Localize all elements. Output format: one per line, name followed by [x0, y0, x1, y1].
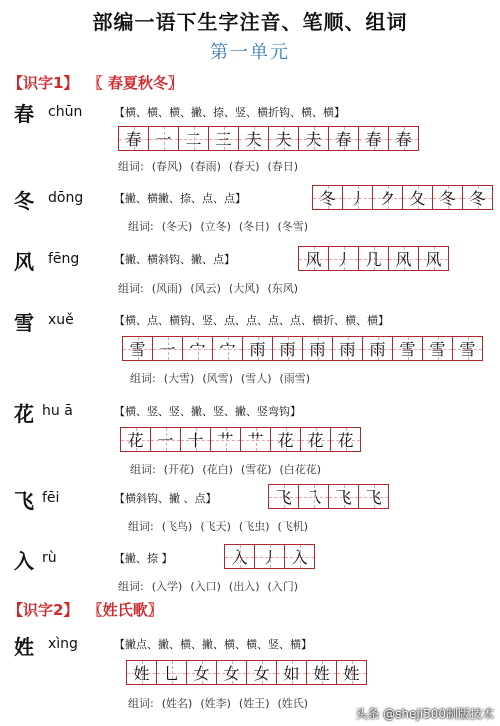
- pinyin: fēi: [42, 490, 60, 506]
- grid-cell: [453, 337, 482, 360]
- page-title: 部编一语下生字注音、笔顺、组词: [92, 10, 408, 34]
- word-item: (白花花): [279, 463, 322, 476]
- word-item: (雪人): [240, 372, 272, 385]
- words-label: 组词:: [130, 372, 156, 385]
- stroke-step: 冬: [469, 189, 486, 208]
- pinyin: xuě: [48, 312, 74, 328]
- words-label: 组词:: [118, 282, 144, 295]
- stroke-order: 【撇、捺 】: [114, 552, 173, 565]
- word-item: (花白): [202, 463, 233, 476]
- stroke-step: 几: [365, 250, 382, 269]
- word-item: (姓氏): [277, 697, 309, 710]
- writing-grid: [118, 126, 419, 151]
- words-label: 组词:: [128, 520, 154, 533]
- grid-cell: [269, 485, 299, 508]
- section-header: [8, 72, 183, 93]
- character: 入: [14, 549, 34, 573]
- word-list: [130, 461, 329, 477]
- stroke-step: 宀: [189, 340, 206, 359]
- words-label: 组词:: [128, 697, 154, 710]
- grid-cell: [329, 247, 359, 270]
- grid-cell: [307, 661, 337, 684]
- word-item: (风云): [190, 282, 221, 295]
- character: 冬: [14, 189, 34, 213]
- unit-title: 第一单元: [210, 42, 290, 63]
- stroke-order: 【横、竖、竖、撇、竖、撇、竖弯钩】: [114, 405, 301, 418]
- stroke-step: 风: [395, 250, 412, 269]
- character: 春: [14, 102, 34, 126]
- word-item: (雨雪): [279, 372, 311, 385]
- word-item: (入口): [190, 580, 221, 593]
- grid-cell: [359, 247, 389, 270]
- grid-cell: [225, 545, 255, 568]
- word-list: [128, 518, 316, 534]
- grid-cell: [247, 661, 277, 684]
- pinyin: chūn: [48, 104, 83, 120]
- grid-cell: [149, 127, 179, 150]
- grid-cell: [153, 337, 183, 360]
- words-label: 组词:: [118, 160, 144, 173]
- pinyin: xìng: [48, 636, 78, 652]
- stroke-step: 风: [305, 250, 322, 269]
- stroke-step: 风: [425, 250, 442, 269]
- stroke-step: 冬: [439, 189, 456, 208]
- grid-cell: [123, 337, 153, 360]
- grid-cell: [359, 127, 389, 150]
- stroke-step: 雨: [279, 340, 296, 359]
- stroke-step: 姓: [133, 664, 150, 683]
- grid-cell: [119, 127, 149, 150]
- stroke-step: 丿: [261, 548, 278, 567]
- grid-cell: [243, 337, 273, 360]
- pinyin: fēng: [48, 251, 80, 267]
- word-item: (春雨): [190, 160, 221, 173]
- section-lesson: 【识字1】: [8, 74, 79, 92]
- section-name: 〖姓氏歌〗: [87, 601, 163, 619]
- word-item: (冬天): [161, 220, 193, 233]
- character: 姓: [14, 635, 34, 659]
- word-list: [128, 218, 316, 234]
- stroke-order: 【撇、横斜钩、撇、点】: [114, 253, 235, 266]
- stroke-step: 如: [283, 664, 300, 683]
- grid-cell: [363, 337, 393, 360]
- stroke-step: 花: [127, 431, 144, 450]
- stroke-step: 雨: [339, 340, 356, 359]
- word-item: (飞天): [200, 520, 231, 533]
- character: 飞: [14, 489, 34, 513]
- stroke-step: 一: [155, 130, 172, 149]
- stroke-step: 花: [307, 431, 324, 450]
- word-item: (冬雪): [277, 220, 309, 233]
- grid-cell: [121, 428, 151, 451]
- words-label: 组词:: [118, 580, 144, 593]
- stroke-step: 春: [365, 130, 382, 149]
- grid-cell: [239, 127, 269, 150]
- stroke-step: 春: [395, 130, 412, 149]
- word-item: (飞鸟): [161, 520, 193, 533]
- stroke-step: 姓: [313, 664, 330, 683]
- stroke-step: 春: [125, 130, 142, 149]
- grid-cell: [333, 337, 363, 360]
- writing-grid: [122, 336, 483, 361]
- stroke-step: 飞: [335, 488, 352, 507]
- grid-cell: [301, 428, 331, 451]
- grid-cell: [255, 545, 285, 568]
- word-item: (姓李): [200, 697, 231, 710]
- word-item: (春天): [228, 160, 260, 173]
- grid-cell: [393, 337, 423, 360]
- grid-cell: [299, 127, 329, 150]
- grid-cell: [389, 127, 418, 150]
- grid-cell: [329, 127, 359, 150]
- stroke-step: 丿: [349, 189, 366, 208]
- pinyin: rù: [42, 550, 57, 566]
- stroke-step: 雪: [429, 340, 446, 359]
- grid-cell: [403, 186, 433, 209]
- grid-cell: [299, 247, 329, 270]
- grid-cell: [337, 661, 366, 684]
- pinyin: dōng: [48, 190, 84, 206]
- stroke-order: 【撇点、撇、横、撇、横、横、竖、横】: [114, 638, 312, 651]
- grid-cell: [181, 428, 211, 451]
- stroke-step: 乁: [305, 488, 322, 507]
- word-item: (飞机): [277, 520, 309, 533]
- stroke-step: 花: [277, 431, 294, 450]
- word-item: (姓王): [238, 697, 270, 710]
- stroke-step: 艹: [217, 431, 234, 450]
- word-list: [118, 158, 306, 174]
- grid-cell: [151, 428, 181, 451]
- grid-cell: [209, 127, 239, 150]
- grid-cell: [433, 186, 463, 209]
- grid-cell: [269, 127, 299, 150]
- section-lesson: 【识字2】: [8, 601, 79, 619]
- stroke-step: 春: [335, 130, 352, 149]
- stroke-step: 一: [159, 340, 176, 359]
- grid-cell: [331, 428, 360, 451]
- stroke-step: 飞: [365, 488, 382, 507]
- grid-cell: [373, 186, 403, 209]
- stroke-step: 雪: [129, 340, 146, 359]
- word-list: [130, 370, 318, 386]
- grid-cell: [423, 337, 453, 360]
- stroke-step: 一: [157, 431, 174, 450]
- stroke-step: 二: [185, 130, 202, 149]
- word-list: [118, 280, 306, 296]
- grid-cell: [329, 485, 359, 508]
- stroke-step: 雨: [369, 340, 386, 359]
- writing-grid: [312, 185, 493, 210]
- word-item: (开花): [163, 463, 195, 476]
- stroke-order: 【横斜钩、撇 、点】: [114, 492, 217, 505]
- grid-cell: [313, 186, 343, 209]
- stroke-step: 女: [193, 664, 210, 683]
- stroke-step: 夫: [305, 130, 322, 149]
- word-item: (春日): [267, 160, 299, 173]
- words-label: 组词:: [130, 463, 156, 476]
- word-item: (姓名): [161, 697, 193, 710]
- stroke-step: 雨: [309, 340, 326, 359]
- grid-cell: [277, 661, 307, 684]
- grid-cell: [241, 428, 271, 451]
- grid-cell: [183, 337, 213, 360]
- grid-cell: [285, 545, 314, 568]
- stroke-step: 三: [215, 130, 232, 149]
- stroke-step: 姓: [343, 664, 360, 683]
- character: 雪: [14, 311, 34, 335]
- section-header: [8, 599, 163, 620]
- pinyin: hu ā: [42, 403, 73, 419]
- grid-cell: [157, 661, 187, 684]
- stroke-step: 花: [337, 431, 354, 450]
- writing-grid: [224, 544, 315, 569]
- grid-cell: [211, 428, 241, 451]
- words-label: 组词:: [128, 220, 154, 233]
- grid-cell: [273, 337, 303, 360]
- stroke-step: 宀: [219, 340, 236, 359]
- word-item: (春风): [151, 160, 183, 173]
- grid-cell: [419, 247, 448, 270]
- stroke-step: 十: [187, 431, 204, 450]
- stroke-order: 【横、点、横钩、竖、点、点、点、点、横折、横、横】: [114, 314, 389, 327]
- word-item: (东风): [267, 282, 299, 295]
- stroke-step: 入: [291, 548, 308, 567]
- grid-cell: [343, 186, 373, 209]
- grid-cell: [127, 661, 157, 684]
- grid-cell: [217, 661, 247, 684]
- stroke-step: 入: [231, 548, 248, 567]
- writing-grid: [298, 246, 449, 271]
- character: 花: [14, 402, 34, 426]
- stroke-step: 雪: [399, 340, 416, 359]
- stroke-step: 飞: [275, 488, 292, 507]
- grid-cell: [187, 661, 217, 684]
- stroke-step: 乚: [163, 664, 180, 683]
- grid-cell: [303, 337, 333, 360]
- stroke-order: 【横、横、横、撇、捺、竖、横折钩、横、横】: [114, 106, 345, 119]
- word-item: (入学): [151, 580, 183, 593]
- watermark: 头条 @sheji500制版技术: [355, 707, 494, 721]
- stroke-step: 夫: [245, 130, 262, 149]
- writing-grid: [120, 427, 361, 452]
- grid-cell: [271, 428, 301, 451]
- word-item: (大雪): [163, 372, 195, 385]
- word-item: (风雪): [202, 372, 233, 385]
- word-item: (冬日): [238, 220, 270, 233]
- word-item: (入门): [267, 580, 299, 593]
- character: 风: [14, 250, 34, 274]
- word-item: (雪花): [240, 463, 272, 476]
- grid-cell: [389, 247, 419, 270]
- stroke-step: 丿: [335, 250, 352, 269]
- stroke-step: ク: [379, 189, 396, 208]
- stroke-step: 女: [253, 664, 270, 683]
- word-item: (风雨): [151, 282, 183, 295]
- stroke-step: 雨: [249, 340, 266, 359]
- word-item: (出入): [228, 580, 260, 593]
- word-list: [128, 695, 316, 711]
- grid-cell: [299, 485, 329, 508]
- section-name: 〖 春夏秋冬〗: [87, 74, 183, 92]
- word-list: [118, 578, 306, 594]
- stroke-step: 夂: [409, 189, 426, 208]
- word-item: (立冬): [200, 220, 231, 233]
- stroke-step: 女: [223, 664, 240, 683]
- stroke-step: 冬: [319, 189, 336, 208]
- grid-cell: [359, 485, 388, 508]
- stroke-step: 艹: [247, 431, 264, 450]
- grid-cell: [213, 337, 243, 360]
- stroke-step: 夫: [275, 130, 292, 149]
- writing-grid: [268, 484, 389, 509]
- stroke-step: 雪: [459, 340, 476, 359]
- stroke-order: 【撇、横撇、捺、点、点】: [114, 192, 246, 205]
- writing-grid: [126, 660, 367, 685]
- grid-cell: [179, 127, 209, 150]
- word-item: (飞虫): [238, 520, 270, 533]
- grid-cell: [463, 186, 492, 209]
- word-item: (大风): [228, 282, 260, 295]
